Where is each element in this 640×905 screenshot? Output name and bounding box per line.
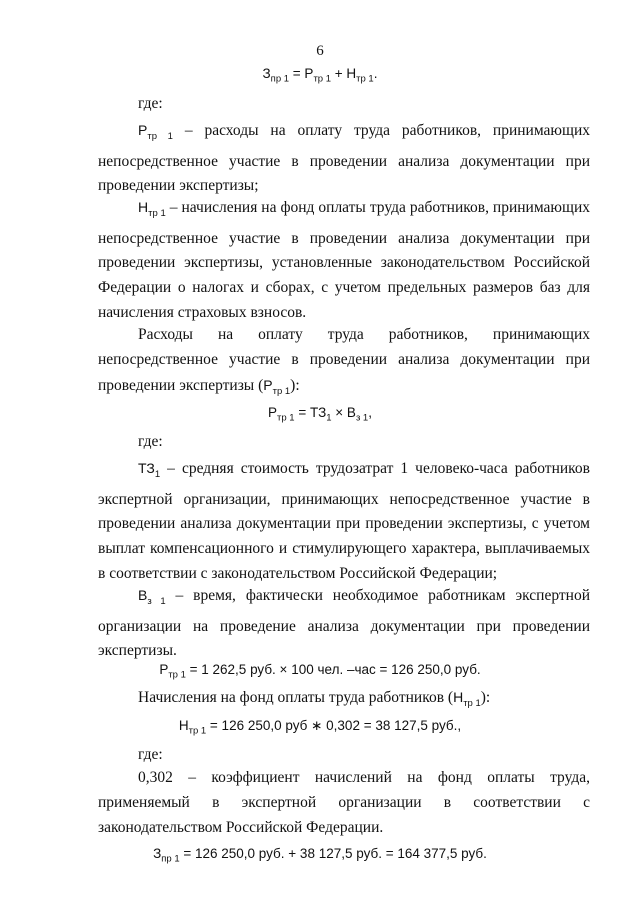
paragraph-payroll-charges: Начисления на фонд оплаты труда работников $(Н_{тр 1})$: — [138, 689, 491, 709]
calculation-payroll-charges: $Н_{тр 1} = 126$ 250,0 руб ∗ 0,302 = 38 127,5 руб., — [178, 718, 462, 737]
paragraph-labor-expenses: Расходы на оплату труда работников, принимающих непосредственное участие в проведении анализа документации при проведении экспертизы $(Р_{тр 1})$: — [98, 326, 590, 397]
definition-labor-expenses: $Р_{тр 1}$ – расходы на оплату труда работников, принимающих непосредственное участие в проведении анализа документации при проведении экспертизы; — [98, 122, 590, 195]
calculation-labor-expenses: $Р_{тр 1} = 1$ 262,5 руб. × 100 чел. –час = 126 250,0 руб. — [159, 662, 481, 681]
where-label: где: — [138, 95, 163, 112]
formula-labor-expenses: $Р_{тр 1} = ТЗ_1 \times В_{з 1}$, — [268, 405, 372, 424]
definition-payroll-charges: $Н_{тр 1}$ – начисления на фонд оплаты труда работников, принимающих непосредственное участие в проведении анализа документации при проведении экспертизы, установленные законодательством Российской Федерации о налогах и сборах, с учетом предельных размеров баз для начисления страховых взносов. — [98, 199, 590, 321]
definition-labor-cost-per-hour: $ТЗ_1$ – средняя стоимость трудозатрат 1 человеко-часа работников экспертной организации, принимающих непосредственное участие в проведении анализа документации при проведении экспертизы, с учетом выплат компенсационного и стимулирующего характера, выплачиваемых в соответствии с законодательством Российской Федерации; — [98, 460, 590, 582]
definition-time-spent: $В_{з 1}$ – время, фактически необходимое работникам экспертной организации на проведение анализа документации при проведении экспертизы. — [98, 587, 590, 660]
where-label: где: — [138, 746, 163, 763]
formula-total-cost: $З_{пр 1} = Р_{тр 1} + Н_{тр 1}$. — [262, 66, 378, 85]
where-label: где: — [138, 433, 163, 450]
calculation-total-cost: $З_{пр 1} = 126$ 250,0 руб. + 38 127,5 руб. = 164 377,5 руб. — [153, 846, 487, 865]
definition-coefficient: 0,302 – коэффициент начислений на фонд оплаты труда, применяемый в экспертной организации в соответствии с законодательством Российской Федерации. — [98, 769, 590, 836]
page-number: 6 — [316, 43, 324, 59]
